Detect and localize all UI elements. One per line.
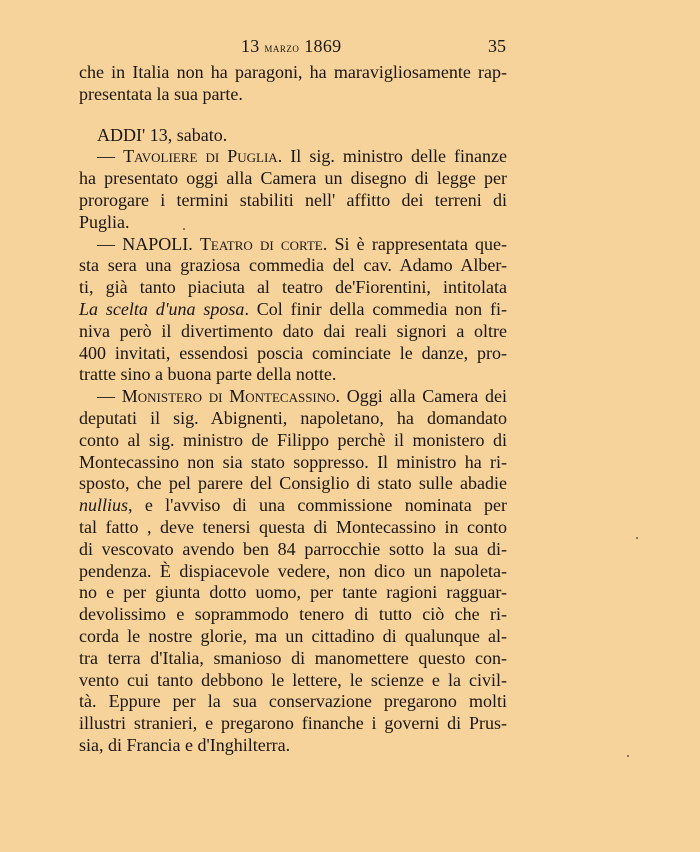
text-line: tra terra d'Italia, smanioso di manomettere questo con- xyxy=(79,647,507,668)
text-line: tal fatto , deve tenersi questa di Montecassino in conto xyxy=(79,516,507,537)
text-line: illustri stranieri, e pregarono finanche i governi di Prus- xyxy=(79,713,507,734)
play-title: La scelta d'una sposa xyxy=(79,298,245,319)
page-number: 35 xyxy=(488,36,506,56)
text-line: che in Italia non ha paragoni, ha maravigliosamente rap- xyxy=(79,62,507,82)
text-line: vento cui tanto debbono le lettere, le scienze e la civil- xyxy=(79,669,507,690)
section-title-tavoliere: Tavoliere di Puglia xyxy=(123,146,278,167)
section-title-teatro: Teatro di corte xyxy=(199,233,323,254)
text-body xyxy=(79,62,507,757)
book-page xyxy=(79,36,507,757)
running-head xyxy=(79,36,507,62)
text-line: tratte sino a buona parte della notte. xyxy=(79,364,337,385)
text-line: niva però il divertimento dato dai reali signori a oltre xyxy=(79,320,507,341)
header-date-day: 13 xyxy=(241,36,260,56)
date-heading: ADDI' 13, sabato. xyxy=(97,124,228,145)
text-line: di vescovato avendo ben 84 parrocchie sotto la sua di- xyxy=(79,538,507,559)
text-line: La scelta d'una sposa. Col finir della commedia non fi- xyxy=(79,298,508,319)
text-line: — NAPOLI. Teatro di corte. Si è rappresentata que- xyxy=(97,233,507,254)
section-title-montecassino: Monistero di Montecassino xyxy=(121,386,336,407)
text-line: sia, di Francia e d'Inghilterra. xyxy=(79,734,291,755)
text-line: ha presentato oggi alla Camera un disegno di legge per xyxy=(79,168,507,189)
header-date xyxy=(241,36,341,57)
paper-speck xyxy=(627,755,629,757)
text-line: presentata la sua parte. xyxy=(79,83,243,104)
latin-term: nullius xyxy=(79,495,129,516)
text-line: pendenza. È dispiacevole vedere, non dico un napoleta- xyxy=(79,560,507,581)
header-date-year: 1869 xyxy=(304,36,342,56)
text-line: — Monistero di Montecassino. Oggi alla Camera dei xyxy=(97,386,507,407)
text-line: nullius, e l'avviso di una commissione nominata per xyxy=(79,495,507,516)
header-date-month: marzo xyxy=(264,40,300,55)
text-line: Puglia. xyxy=(79,211,130,232)
text-line: sposto, che pel parere del Consiglio di stato sulle abadie xyxy=(79,473,507,494)
text-line: prorogare i termini stabiliti nell' affitto dei terreni di xyxy=(79,189,507,210)
paragraph-gap xyxy=(79,106,507,125)
paper-speck xyxy=(183,228,185,230)
text-line: deputati il sig. Abignenti, napoletano, ha domandato xyxy=(79,407,507,428)
text-line: tà. Eppure per la sua conservazione pregarono molti xyxy=(79,691,507,712)
text-line: corda le nostre glorie, ma un cittadino di qualunque al- xyxy=(79,625,507,646)
paper-speck xyxy=(636,537,638,539)
text-line: no e per giunta dotto uomo, per tante ragioni ragguar- xyxy=(79,582,507,603)
text-line: ti, già tanto piaciuta al teatro de'Fiorentini, intitolata xyxy=(79,277,507,298)
text-line: — Tavoliere di Puglia. Il sig. ministro delle finanze xyxy=(97,146,508,167)
text-line: sta sera una graziosa commedia del cav. Adamo Alber- xyxy=(79,255,507,276)
text-line: 400 invitati, essendosi poscia cominciate le danze, pro- xyxy=(79,342,507,363)
text-line: conto al sig. ministro de Filippo perchè il monistero di xyxy=(79,429,507,450)
text-line: devolissimo e soprammodo tenero di tutto ciò che ri- xyxy=(79,604,507,625)
text-line: Montecassino non sia stato soppresso. Il ministro ha ri- xyxy=(79,451,507,472)
